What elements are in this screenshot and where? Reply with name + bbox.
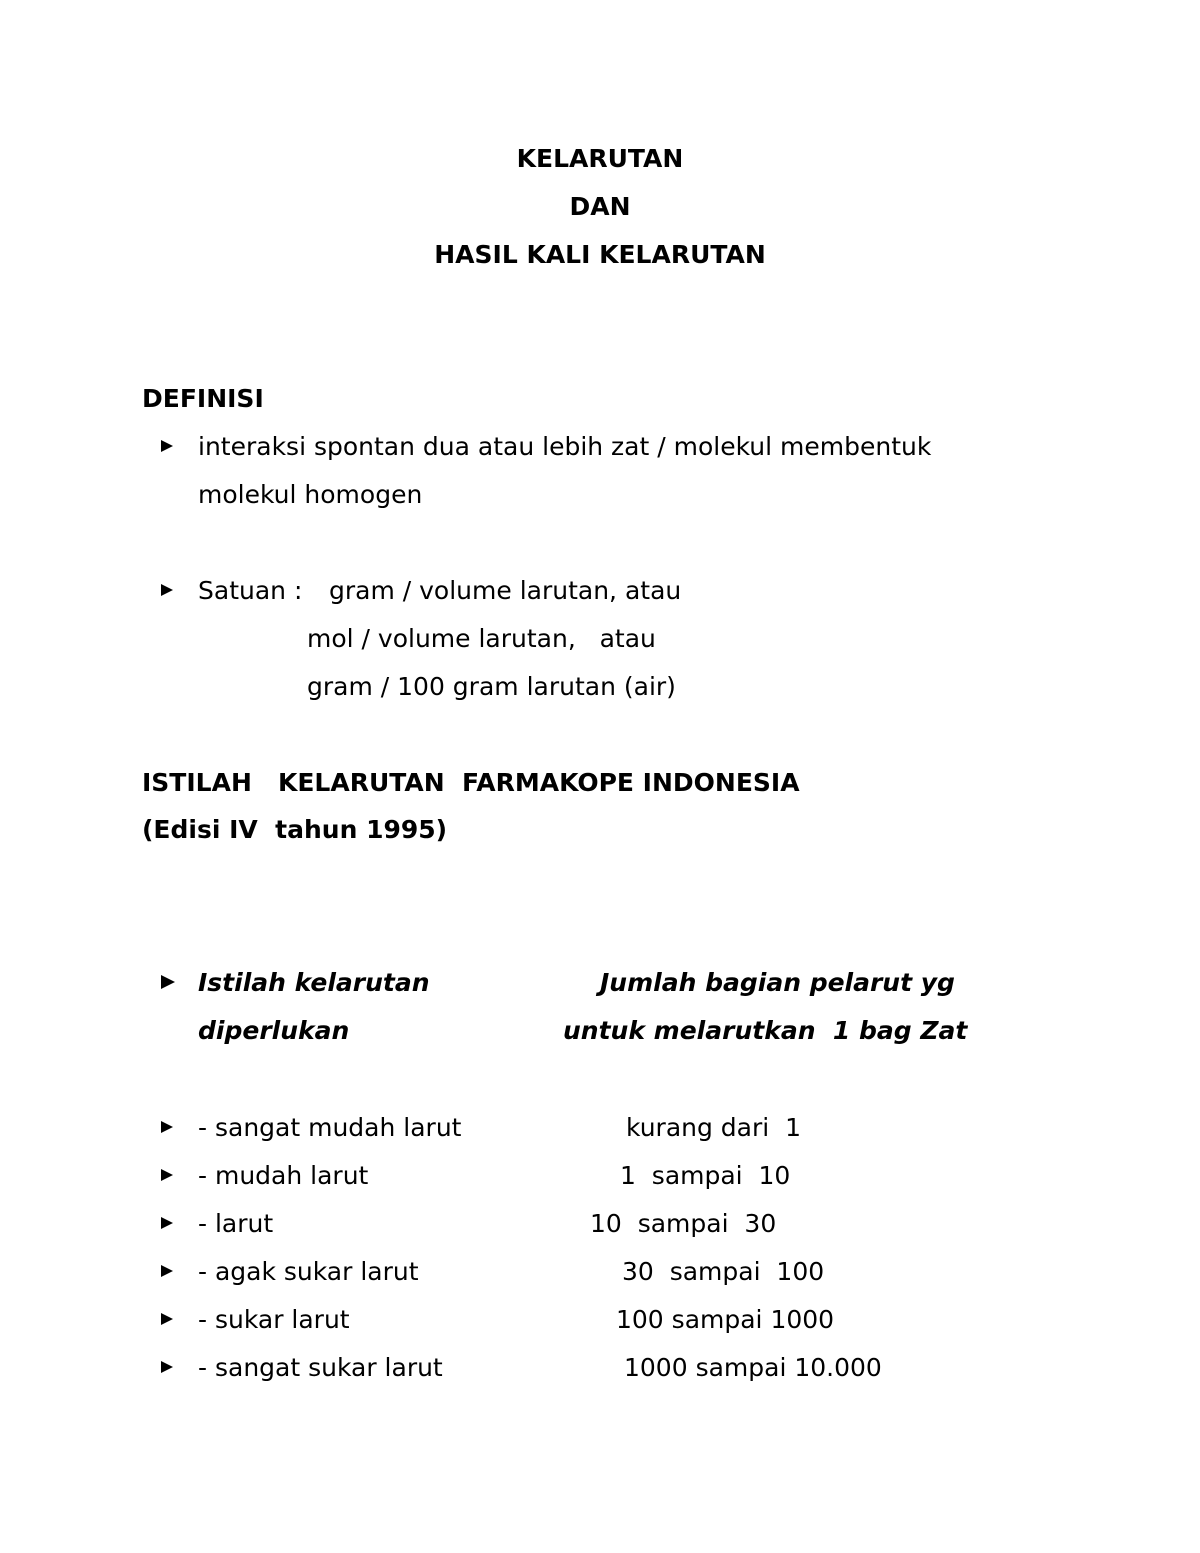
triangle-bullet-icon (161, 1217, 173, 1229)
triangle-bullet-icon (161, 1265, 173, 1277)
satuan-line-3: gram / 100 gram larutan (air) (307, 672, 676, 701)
satuan-line-2: mol / volume larutan, atau (307, 624, 656, 653)
triangle-bullet-icon (161, 1169, 173, 1181)
istilah-heading-line-1: ISTILAH KELARUTAN FARMAKOPE INDONESIA (142, 768, 800, 797)
triangle-bullet-icon (161, 1313, 173, 1325)
column-header-amount-line-1: Jumlah bagian pelarut yg (600, 968, 955, 997)
triangle-bullet-icon (161, 1361, 173, 1373)
column-header-amount-line-2: untuk melarutkan 1 bag Zat (563, 1016, 968, 1045)
table-row-term: - larut (198, 1209, 274, 1238)
table-row-term: - sangat sukar larut (198, 1353, 443, 1382)
triangle-bullet-icon (161, 1121, 173, 1133)
table-row-amount: 1000 sampai 10.000 (624, 1353, 882, 1382)
table-row-term: - mudah larut (198, 1161, 369, 1190)
column-header-term-line-2: diperlukan (198, 1016, 350, 1045)
istilah-heading-line-2: (Edisi IV tahun 1995) (142, 815, 448, 844)
satuan-line-1: gram / volume larutan, atau (329, 576, 682, 605)
table-row-term: - sangat mudah larut (198, 1113, 462, 1142)
table-row-amount: 100 sampai 1000 (616, 1305, 835, 1334)
page-title-line-2: DAN (569, 192, 631, 221)
table-row-amount: 1 sampai 10 (620, 1161, 791, 1190)
table-row-term: - sukar larut (198, 1305, 350, 1334)
table-row-amount: 10 sampai 30 (590, 1209, 777, 1238)
table-row-term: - agak sukar larut (198, 1257, 419, 1286)
table-row-amount: kurang dari 1 (626, 1113, 802, 1142)
page-title-line-1: KELARUTAN (516, 144, 684, 173)
column-header-term-line-1: Istilah kelarutan (198, 968, 430, 997)
page-title-line-3: HASIL KALI KELARUTAN (434, 240, 766, 269)
definisi-heading: DEFINISI (142, 384, 264, 413)
triangle-bullet-icon (161, 440, 173, 452)
definisi-item-line-2: molekul homogen (198, 480, 423, 509)
table-row-amount: 30 sampai 100 (622, 1257, 825, 1286)
definisi-item-line-1: interaksi spontan dua atau lebih zat / molekul membentuk (198, 432, 932, 461)
satuan-label: Satuan : (198, 576, 303, 605)
triangle-bullet-icon (161, 584, 173, 596)
triangle-bullet-icon (161, 975, 175, 989)
